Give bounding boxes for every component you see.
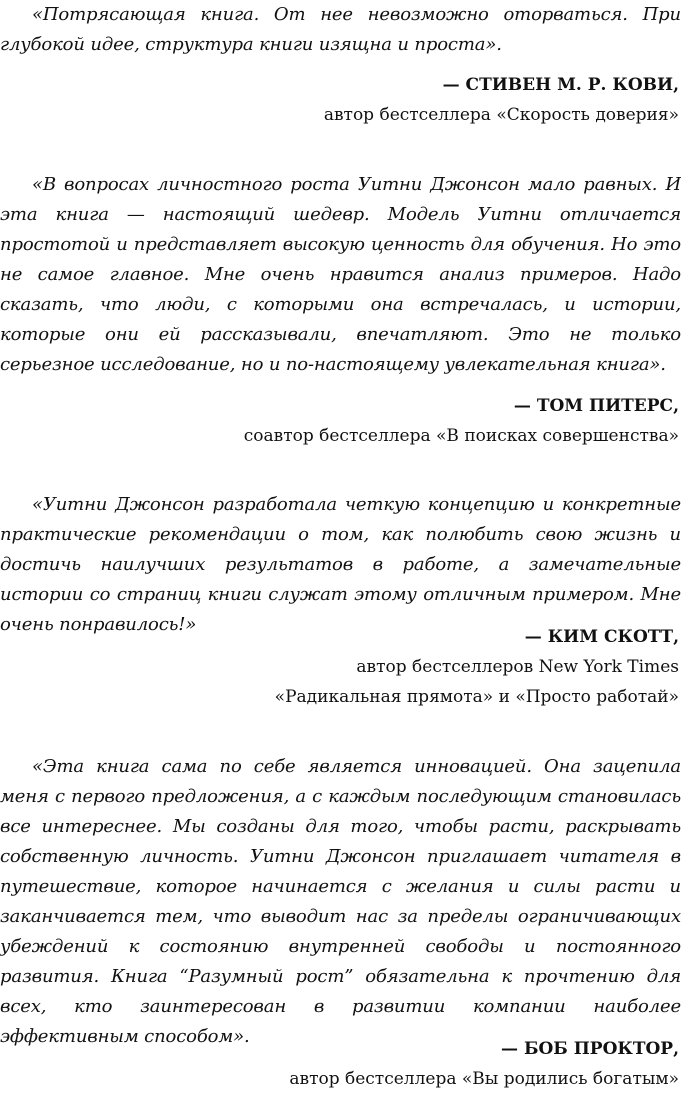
testimonial-author-desc: автор бестселлера «Скорость доверия» [323,105,679,125]
testimonial-author-desc: соавтор бестселлера «В поисках совершенства» [243,426,679,446]
testimonial-author: — ТОМ ПИТЕРС, [513,396,679,416]
testimonial-author-desc: автор бестселлера «Вы родились богатым» [289,1069,679,1089]
testimonial-attribution [0,622,679,712]
testimonial-quote: «Потрясающая книга. От нее невозможно оторваться. При глубокой идее, структура книги изящна и проста». [0,4,681,55]
testimonial-author: — КИМ СКОТТ, [524,627,679,647]
testimonial-quote: «Эта книга сама по себе является инновацией. Она зацепила меня с первого предложения, а с каждым последующим становилась все интереснее. Мы созданы для того, чтобы расти, раскрывать собственную личность. Уитни Джонсон приглашает читателя в путешествие, которое начинается с желания и силы расти и заканчивается тем, что выводит нас за пределы ограничивающих убеждений к состоянию внутренней свободы и постоянного развития. Книга “Разумный рост” обязательна к прочтению для всех, кто заинтересован в развитии компании наиболее эффективным способом». [0,756,681,1047]
testimonial-attribution [0,391,679,451]
testimonial-author-desc: автор бестселлеров New York Times [356,657,679,677]
testimonial-attribution [0,70,679,130]
testimonial-attribution [0,1034,679,1094]
testimonial-author: — СТИВЕН М. Р. КОВИ, [442,75,679,95]
testimonial-quote: «Уитни Джонсон разработала четкую концепцию и конкретные практические рекомендации о том, как полюбить свою жизнь и достичь наилучших результатов в работе, а замечательные истории со страниц книги служат этому отличным примером. Мне очень понравилось!» [0,494,681,635]
testimonial-quote: «В вопросах личностного роста Уитни Джонсон мало равных. И эта книга — настоящий шедевр. Модель Уитни отличается простотой и представляет высокую ценность для обучения. Но это не самое главное. Мне очень нравится анализ примеров. Надо сказать, что люди, с которыми она встречалась, и истории, которые они ей рассказывали, впечатляют. Это не только серьезное исследование, но и по-настоящему увлекательная книга». [0,174,681,375]
testimonial-author: — БОБ ПРОКТОР, [501,1039,679,1059]
testimonial-author-desc: «Радикальная прямота» и «Просто работай» [274,687,679,707]
